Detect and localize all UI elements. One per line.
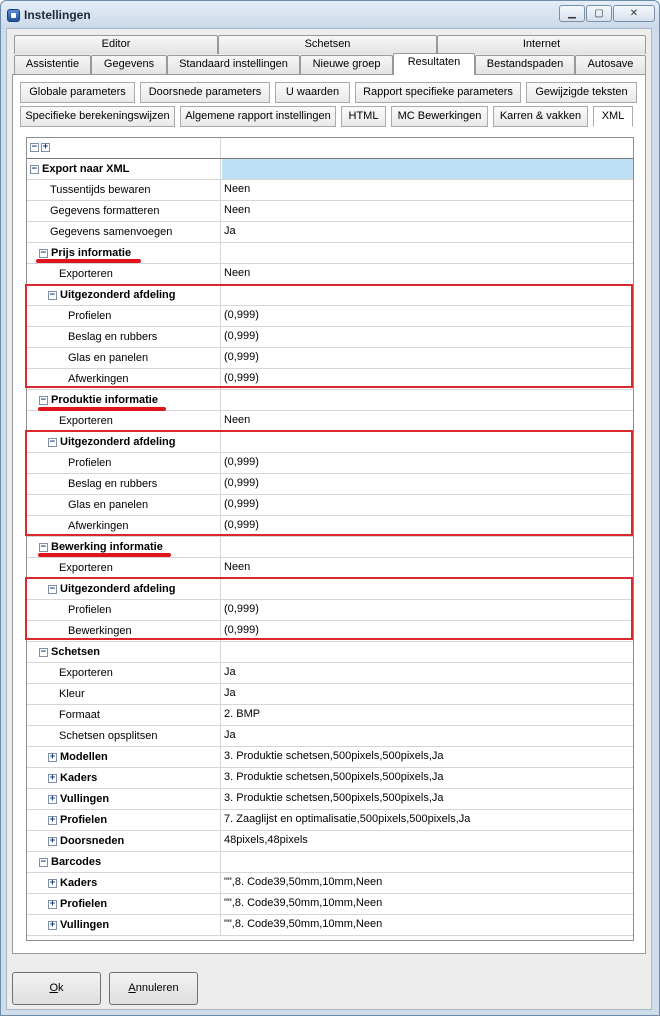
grid-row[interactable] bbox=[27, 705, 633, 726]
grid-row-label: Bewerking informatie bbox=[51, 541, 163, 553]
grid-row-label-cell bbox=[27, 516, 221, 536]
annotation-underline-prijs bbox=[36, 259, 141, 263]
grid-row-value[interactable] bbox=[222, 579, 633, 599]
collapse-icon[interactable]: − bbox=[49, 290, 56, 300]
grid-row-value[interactable]: Neen bbox=[224, 414, 251, 426]
grid-row-label: Afwerkingen bbox=[68, 520, 129, 532]
grid-row-label: Uitgezonderd afdeling bbox=[60, 289, 176, 301]
subtab-globale-parameters[interactable]: Globale parameters bbox=[20, 82, 135, 103]
collapse-icon[interactable]: − bbox=[40, 395, 47, 405]
tab-gegevens[interactable]: Gegevens bbox=[91, 55, 167, 74]
grid-row-label-cell bbox=[27, 327, 221, 347]
grid-row-label-cell bbox=[27, 600, 221, 620]
maximize-button[interactable]: ▢ bbox=[586, 5, 612, 22]
grid-row-label: Exporteren bbox=[59, 562, 113, 574]
grid-row-value[interactable]: 7. Zaaglijst en optimalisatie,500pixels,500pixels,Ja bbox=[224, 813, 471, 825]
grid-row[interactable] bbox=[27, 810, 633, 831]
grid-row[interactable] bbox=[27, 684, 633, 705]
subtab-u-waarden[interactable]: U waarden bbox=[275, 82, 350, 103]
grid-row[interactable] bbox=[27, 558, 633, 579]
title-bar[interactable] bbox=[1, 1, 659, 29]
subtab-xml[interactable]: XML bbox=[593, 106, 633, 127]
grid-row-label-cell bbox=[27, 180, 221, 200]
grid-row[interactable] bbox=[27, 726, 633, 747]
grid-row-label: Barcodes bbox=[51, 856, 102, 868]
grid-row[interactable] bbox=[27, 642, 633, 663]
grid-row-value[interactable]: Neen bbox=[224, 204, 251, 216]
collapse-icon[interactable]: − bbox=[40, 248, 47, 258]
grid-row-label: Gegevens samenvoegen bbox=[50, 226, 173, 238]
grid-row-label-cell bbox=[27, 642, 221, 662]
grid-row[interactable] bbox=[27, 768, 633, 789]
collapse-icon[interactable]: − bbox=[40, 542, 47, 552]
grid-row-label: Glas en panelen bbox=[68, 352, 149, 364]
subtab-doorsnede-parameters[interactable]: Doorsnede parameters bbox=[140, 82, 270, 103]
grid-row-value[interactable]: (0,999) bbox=[224, 372, 259, 384]
grid-row-label: Modellen bbox=[60, 751, 108, 763]
grid-row[interactable] bbox=[27, 327, 633, 348]
grid-row-label-cell bbox=[27, 684, 221, 704]
grid-row[interactable] bbox=[27, 369, 633, 390]
grid-row-value[interactable]: Neen bbox=[224, 267, 251, 279]
grid-row[interactable] bbox=[27, 264, 633, 285]
grid-row-label: Afwerkingen bbox=[68, 373, 129, 385]
grid-row-label: Doorsneden bbox=[60, 835, 125, 847]
grid-row-label-cell bbox=[27, 453, 221, 473]
grid-row-label: Gegevens formatteren bbox=[50, 205, 160, 217]
grid-row-value[interactable] bbox=[222, 537, 633, 557]
grid-row-label-cell bbox=[27, 264, 221, 284]
grid-row-value[interactable]: (0,999) bbox=[224, 603, 259, 615]
grid-row-label: Bewerkingen bbox=[68, 625, 132, 637]
grid-row[interactable] bbox=[27, 411, 633, 432]
grid-row-value[interactable]: (0,999) bbox=[224, 477, 259, 489]
annotation-underline-produktie bbox=[38, 407, 166, 411]
window-title: Instellingen bbox=[24, 8, 91, 22]
grid-row[interactable] bbox=[27, 789, 633, 810]
grid-header bbox=[27, 138, 633, 159]
grid-row-value[interactable]: (0,999) bbox=[224, 519, 259, 531]
grid-row[interactable] bbox=[27, 306, 633, 327]
tab-internet[interactable]: Internet bbox=[437, 35, 646, 54]
grid-row-label: Formaat bbox=[59, 709, 100, 721]
expand-icon[interactable]: + bbox=[49, 794, 56, 804]
grid-row-label: Vullingen bbox=[60, 919, 110, 931]
grid-row-label-cell bbox=[27, 663, 221, 683]
grid-row-label-cell bbox=[27, 768, 221, 788]
expand-icon[interactable]: + bbox=[49, 752, 56, 762]
ok-label: k bbox=[58, 982, 64, 994]
grid-row-label: Kaders bbox=[60, 877, 98, 889]
grid-header-left bbox=[27, 138, 221, 158]
subtab-specifieke-berekeningswijzen[interactable]: Specifieke berekeningswijzen bbox=[20, 106, 175, 127]
grid-row-value[interactable]: "",8. Code39,50mm,10mm,Neen bbox=[224, 918, 383, 930]
grid-row-value[interactable]: (0,999) bbox=[224, 498, 259, 510]
grid-row[interactable] bbox=[27, 579, 633, 600]
grid-row-value[interactable] bbox=[222, 243, 633, 263]
xml-property-grid bbox=[26, 137, 634, 941]
grid-row-label: Uitgezonderd afdeling bbox=[60, 436, 176, 448]
expand-icon[interactable]: + bbox=[49, 920, 56, 930]
grid-row-label-cell bbox=[27, 348, 221, 368]
grid-row-value[interactable]: Ja bbox=[224, 666, 236, 678]
grid-row-label: Export naar XML bbox=[42, 163, 130, 175]
grid-row-label-cell bbox=[27, 306, 221, 326]
grid-row-label: Uitgezonderd afdeling bbox=[60, 583, 176, 595]
grid-row-label-cell bbox=[27, 915, 221, 935]
grid-row-value[interactable]: Ja bbox=[224, 729, 236, 741]
grid-row-label: Prijs informatie bbox=[51, 247, 132, 259]
tab-resultaten[interactable]: Resultaten bbox=[393, 53, 475, 75]
expand-icon[interactable]: + bbox=[49, 878, 56, 888]
grid-row-label: Exporteren bbox=[59, 415, 113, 427]
grid-row-label-cell bbox=[27, 894, 221, 914]
grid-row-label-cell bbox=[27, 432, 221, 452]
grid-row-value[interactable] bbox=[222, 285, 633, 305]
grid-row[interactable] bbox=[27, 600, 633, 621]
ok-mnemonic: O bbox=[49, 982, 59, 994]
grid-row-value[interactable]: (0,999) bbox=[224, 330, 259, 342]
grid-row-label-cell bbox=[27, 810, 221, 830]
grid-row-value[interactable]: (0,999) bbox=[224, 351, 259, 363]
subtab-mc-bewerkingen[interactable]: MC Bewerkingen bbox=[391, 106, 488, 127]
grid-row-label: Profielen bbox=[68, 604, 112, 616]
grid-row-label-cell bbox=[27, 495, 221, 515]
grid-row-label: Profielen bbox=[68, 457, 112, 469]
grid-row[interactable] bbox=[27, 663, 633, 684]
expand-icon[interactable]: + bbox=[49, 815, 56, 825]
grid-row[interactable] bbox=[27, 474, 633, 495]
grid-row[interactable] bbox=[27, 432, 633, 453]
collapse-all-icon[interactable]: − bbox=[31, 142, 38, 152]
expand-icon[interactable]: + bbox=[49, 773, 56, 783]
grid-row[interactable] bbox=[27, 915, 633, 936]
grid-row-label: Profielen bbox=[68, 310, 112, 322]
grid-row-value[interactable]: "",8. Code39,50mm,10mm,Neen bbox=[224, 876, 383, 888]
grid-row-value[interactable] bbox=[222, 390, 633, 410]
expand-all-icon[interactable]: + bbox=[42, 142, 49, 152]
subtab-algemene-rapport-instellingen[interactable]: Algemene rapport instellingen bbox=[180, 106, 336, 127]
grid-row-label-cell bbox=[27, 873, 221, 893]
grid-row-label-cell bbox=[27, 726, 221, 746]
grid-row-label-cell bbox=[27, 831, 221, 851]
grid-row-value[interactable] bbox=[222, 159, 633, 179]
grid-row[interactable] bbox=[27, 747, 633, 768]
grid-row-value[interactable]: Neen bbox=[224, 183, 251, 195]
grid-row-label-cell bbox=[27, 222, 221, 242]
tab-standaard-instellingen[interactable]: Standaard instellingen bbox=[167, 55, 300, 74]
grid-row-label: Beslag en rubbers bbox=[68, 331, 158, 343]
grid-row-value[interactable] bbox=[222, 642, 633, 662]
subtab-rapport-specifieke-parameters[interactable]: Rapport specifieke parameters bbox=[355, 82, 521, 103]
grid-row-label-cell bbox=[27, 369, 221, 389]
grid-row-value[interactable]: Ja bbox=[224, 225, 236, 237]
grid-row-label: Exporteren bbox=[59, 667, 113, 679]
grid-row[interactable] bbox=[27, 159, 633, 180]
grid-row-label-cell bbox=[27, 747, 221, 767]
grid-row-value[interactable]: Neen bbox=[224, 561, 251, 573]
grid-row-value[interactable]: 3. Produktie schetsen,500pixels,500pixels,Ja bbox=[224, 750, 444, 762]
grid-row-label-cell bbox=[27, 159, 221, 179]
grid-row-label-cell bbox=[27, 474, 221, 494]
grid-row-label: Beslag en rubbers bbox=[68, 478, 158, 490]
grid-row-label: Schetsen bbox=[51, 646, 100, 658]
cancel-button[interactable] bbox=[109, 972, 198, 1005]
expand-icon[interactable]: + bbox=[49, 836, 56, 846]
grid-row-value[interactable]: 3. Produktie schetsen,500pixels,500pixels,Ja bbox=[224, 792, 444, 804]
tab-bestandspaden[interactable]: Bestandspaden bbox=[475, 55, 575, 74]
grid-row-label: Exporteren bbox=[59, 268, 113, 280]
subtab-html[interactable]: HTML bbox=[341, 106, 386, 127]
grid-row[interactable] bbox=[27, 495, 633, 516]
collapse-icon[interactable]: − bbox=[31, 164, 38, 174]
grid-row-label-cell bbox=[27, 852, 221, 872]
grid-row[interactable] bbox=[27, 180, 633, 201]
tab-editor[interactable]: Editor bbox=[14, 35, 218, 54]
grid-row-label-cell bbox=[27, 285, 221, 305]
grid-row-label-cell bbox=[27, 411, 221, 431]
grid-row-label: Vullingen bbox=[60, 793, 110, 805]
grid-row-label: Profielen bbox=[60, 814, 108, 826]
ok-button[interactable] bbox=[12, 972, 101, 1005]
collapse-icon[interactable]: − bbox=[49, 437, 56, 447]
grid-row-value[interactable]: Ja bbox=[224, 687, 236, 699]
grid-row-label-cell bbox=[27, 201, 221, 221]
cancel-mnemonic: A bbox=[128, 982, 136, 994]
grid-row-value[interactable]: "",8. Code39,50mm,10mm,Neen bbox=[224, 897, 383, 909]
minimize-button[interactable]: ▁ bbox=[559, 5, 585, 22]
grid-row[interactable] bbox=[27, 831, 633, 852]
grid-row-label-cell bbox=[27, 558, 221, 578]
collapse-icon[interactable]: − bbox=[40, 857, 47, 867]
grid-row[interactable] bbox=[27, 873, 633, 894]
grid-row-label: Tussentijds bewaren bbox=[50, 184, 151, 196]
grid-row[interactable] bbox=[27, 222, 633, 243]
grid-row[interactable] bbox=[27, 621, 633, 642]
grid-row[interactable] bbox=[27, 894, 633, 915]
cancel-label: nnuleren bbox=[135, 982, 179, 994]
grid-row[interactable] bbox=[27, 285, 633, 306]
close-button[interactable]: ✕ bbox=[613, 5, 655, 22]
grid-row-value[interactable]: (0,999) bbox=[224, 309, 259, 321]
grid-row-label-cell bbox=[27, 621, 221, 641]
tab-schetsen[interactable]: Schetsen bbox=[218, 35, 437, 54]
subtab-gewijzigde-teksten[interactable]: Gewijzigde teksten bbox=[526, 82, 637, 103]
grid-row[interactable] bbox=[27, 516, 633, 537]
grid-row-value[interactable]: (0,999) bbox=[224, 624, 259, 636]
grid-row-label: Kleur bbox=[59, 688, 85, 700]
tab-nieuwe-groep[interactable]: Nieuwe groep bbox=[300, 55, 393, 74]
grid-row-value[interactable]: 3. Produktie schetsen,500pixels,500pixels,Ja bbox=[224, 771, 444, 783]
grid-row[interactable] bbox=[27, 201, 633, 222]
grid-row-label: Profielen bbox=[60, 898, 108, 910]
grid-row-label: Produktie informatie bbox=[51, 394, 158, 406]
subtab-karren-en-vakken[interactable]: Karren & vakken bbox=[493, 106, 588, 127]
grid-row-value[interactable]: (0,999) bbox=[224, 456, 259, 468]
grid-row-value[interactable]: 48pixels,48pixels bbox=[224, 834, 308, 846]
collapse-icon[interactable]: − bbox=[49, 584, 56, 594]
grid-row[interactable] bbox=[27, 348, 633, 369]
tab-autosave[interactable]: Autosave bbox=[575, 55, 646, 74]
annotation-underline-bewerking bbox=[38, 553, 171, 557]
grid-row-value[interactable]: 2. BMP bbox=[224, 708, 261, 720]
grid-row-label: Kaders bbox=[60, 772, 98, 784]
grid-row-label: Schetsen opsplitsen bbox=[59, 730, 158, 742]
grid-row-label: Glas en panelen bbox=[68, 499, 149, 511]
app-icon bbox=[7, 9, 20, 22]
collapse-icon[interactable]: − bbox=[40, 647, 47, 657]
grid-row-value[interactable] bbox=[222, 432, 633, 452]
expand-icon[interactable]: + bbox=[49, 899, 56, 909]
grid-row-label-cell bbox=[27, 705, 221, 725]
grid-row[interactable] bbox=[27, 453, 633, 474]
grid-row-value[interactable] bbox=[222, 852, 633, 872]
tab-assistentie[interactable]: Assistentie bbox=[14, 55, 91, 74]
grid-row[interactable] bbox=[27, 852, 633, 873]
grid-row-label-cell bbox=[27, 789, 221, 809]
grid-row-label-cell bbox=[27, 579, 221, 599]
